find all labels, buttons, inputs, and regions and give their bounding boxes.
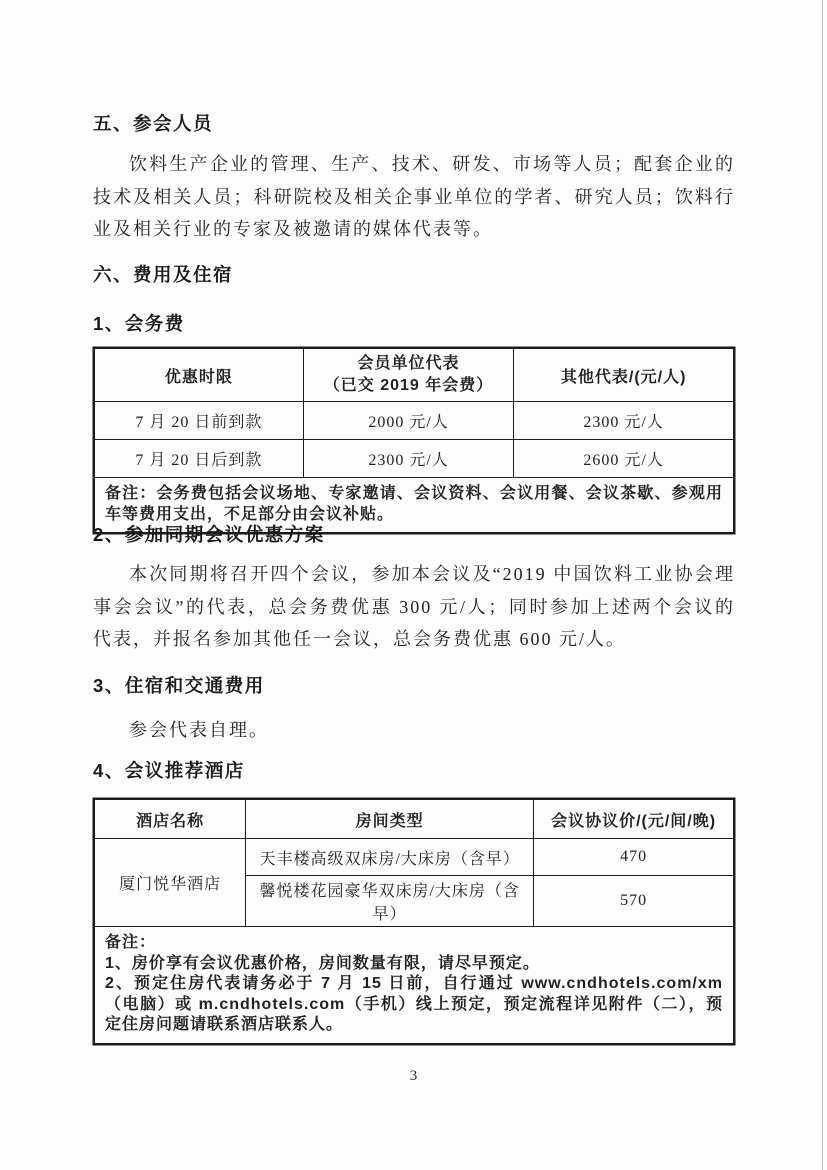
room-type-cell: 馨悦楼花园豪华双床房/大床房（含早）	[246, 876, 534, 927]
deadline-cell: 7 月 20 日前到款	[94, 402, 303, 440]
member-price-cell: 2000 元/人	[303, 402, 514, 440]
fee-header-other: 其他代表/(元/人)	[514, 348, 734, 402]
hotel-note-label: 备注：	[105, 934, 157, 951]
price-cell: 570	[534, 876, 734, 927]
hotel-note-item-1: 1、房价享有会议优惠价格，房间数量有限，请尽早预定。	[105, 954, 540, 972]
section-participants-heading: 五、参会人员	[93, 113, 214, 134]
table-row	[94, 839, 734, 876]
table-row	[94, 402, 734, 440]
member-price-cell: 2300 元/人	[303, 440, 514, 478]
fee-header-member-line2: （已交 2019 年会费）	[323, 377, 494, 394]
other-price-cell: 2300 元/人	[514, 402, 734, 440]
subsection-fee-heading: 1、会务费	[93, 313, 185, 334]
section-costs-heading: 六、费用及住宿	[93, 264, 234, 285]
fee-header-deadline: 优惠时限	[94, 348, 303, 402]
subsection-hotels-heading: 4、会议推荐酒店	[93, 760, 245, 781]
deadline-cell: 7 月 20 日后到款	[94, 440, 303, 478]
hotel-table-notes	[94, 927, 734, 1044]
subsection-lodging-body: 参会代表自理。	[129, 720, 269, 740]
section-participants-body: 饮料生产企业的管理、生产、技术、研发、市场等人员；配套企业的技术及相关人员；科研院校及相关企事业单位的学者、研究人员；饮料行业及相关行业的专家及被邀请的媒体代表等。	[93, 154, 735, 239]
other-price-cell: 2600 元/人	[514, 440, 734, 478]
hotel-note-item-2: 2、预定住房代表请务必于 7 月 15 日前，自行通过 www.cndhotels.com/xm（电脑）或 m.cndhotels.com（手机）线上预定，预定流程详见附件（二），预定住房问题请联系酒店联系人。	[105, 975, 723, 1033]
hotel-table-note-row	[94, 927, 734, 1044]
hotel-header-name: 酒店名称	[94, 799, 246, 839]
fee-table	[93, 347, 735, 534]
fee-table-header-row	[94, 348, 734, 402]
subsection-discount-heading: 2、参加同期会议优惠方案	[93, 524, 325, 545]
hotel-name-cell: 厦门悦华酒店	[94, 839, 246, 927]
fee-header-member-line1: 会员单位代表	[357, 355, 460, 372]
page-number: 3	[409, 1068, 418, 1084]
room-type-cell: 天丰楼高级双床房/大床房（含早）	[246, 839, 534, 876]
hotel-table	[93, 798, 735, 1045]
price-cell: 470	[534, 839, 734, 876]
hotel-table-header-row	[94, 799, 734, 839]
hotel-header-price: 会议协议价/(元/间/晚)	[534, 799, 734, 839]
subsection-lodging-heading: 3、住宿和交通费用	[93, 675, 265, 696]
fee-header-member	[303, 348, 514, 402]
table-row	[94, 440, 734, 478]
scan-edge-artifact	[822, 0, 824, 1170]
hotel-header-room-type: 房间类型	[246, 799, 534, 839]
fee-table-note: 备注：会务费包括会议场地、专家邀请、会议资料、会议用餐、会议茶歇、参观用车等费用支出，不足部分由会议补贴。	[94, 478, 734, 534]
subsection-discount-body: 本次同期将召开四个会议，参加本会议及“2019 中国饮料工业协会理事会会议”的代表，总会务费优惠 300 元/人；同时参加上述两个会议的代表，并报名参加其他任一会议，总会务费优惠 600 元/人。	[93, 564, 735, 649]
